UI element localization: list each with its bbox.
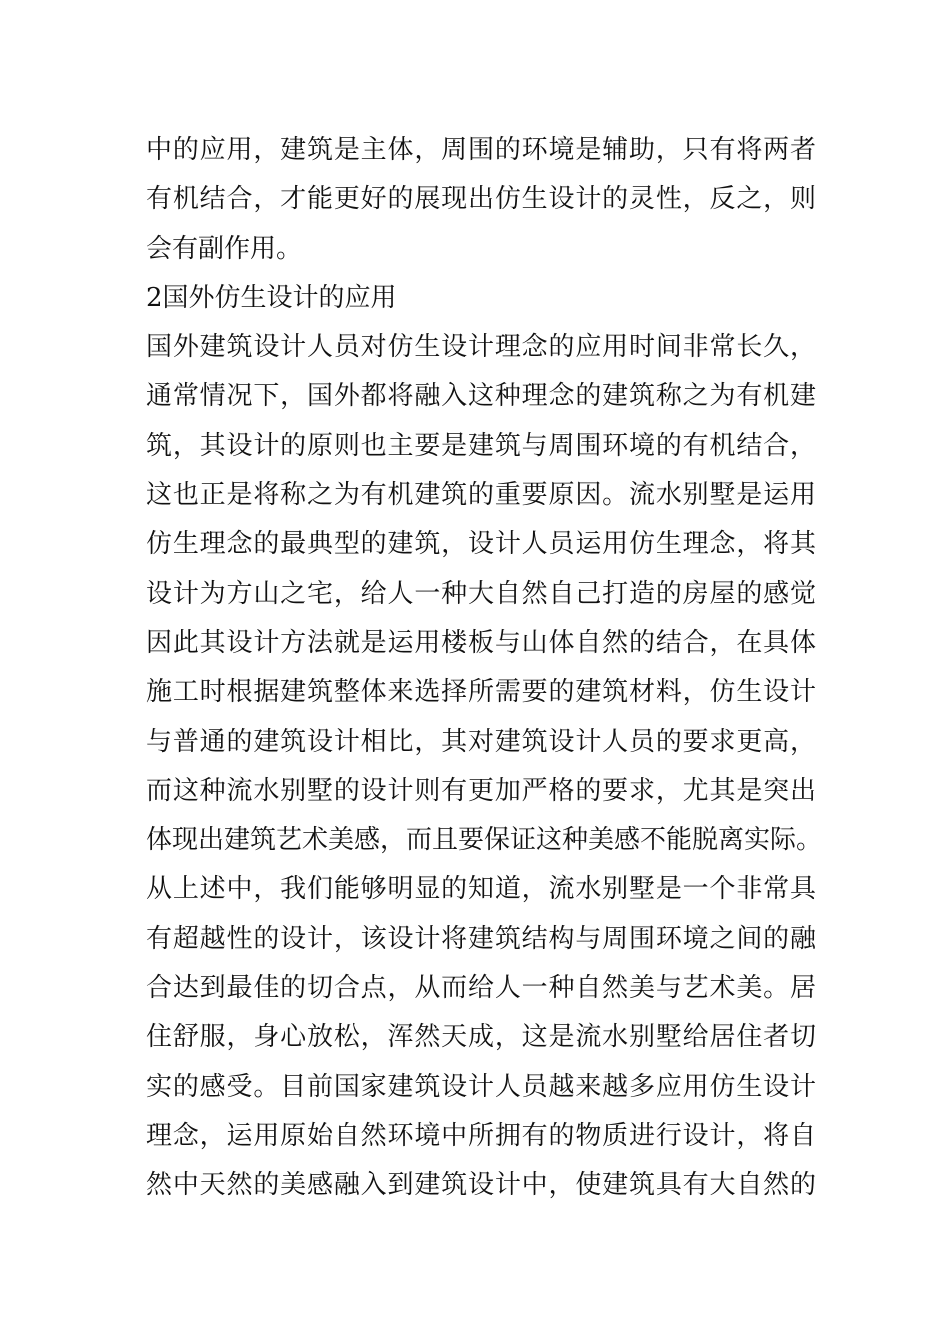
text-line: 而这种流水别墅的设计则有更加严格的要求，尤其是突出 <box>146 775 816 806</box>
text-line: 合达到最佳的切合点，从而给人一种自然美与艺术美。居 <box>146 973 816 1004</box>
text-line: 与普通的建筑设计相比，其对建筑设计人员的要求更高， <box>146 726 816 757</box>
text-line: 仿生理念的最典型的建筑，设计人员运用仿生理念，将其 <box>146 529 816 560</box>
body-text <box>146 126 823 1211</box>
text-line: 从上述中，我们能够明显的知道，流水别墅是一个非常具 <box>146 874 816 905</box>
text-line: 体现出建筑艺术美感，而且要保证这种美感不能脱离实际。 <box>146 825 823 856</box>
text-line: 有机结合，才能更好的展现出仿生设计的灵性，反之，则 <box>146 184 816 215</box>
text-line: 施工时根据建筑整体来选择所需要的建筑材料，仿生设计 <box>146 677 816 708</box>
text-line: 这也正是将称之为有机建筑的重要原因。流水别墅是运用 <box>146 480 816 511</box>
text-line: 然中天然的美感融入到建筑设计中，使建筑具有大自然的 <box>146 1170 816 1201</box>
text-line: 因此其设计方法就是运用楼板与山体自然的结合，在具体 <box>146 627 816 658</box>
section-heading: 2国外仿生设计的应用 <box>146 282 397 313</box>
text-line: 有超越性的设计，该设计将建筑结构与周围环境之间的融 <box>146 923 816 954</box>
text-line: 筑，其设计的原则也主要是建筑与周围环境的有机结合， <box>146 430 816 461</box>
text-line: 国外建筑设计人员对仿生设计理念的应用时间非常长久， <box>146 332 816 363</box>
text-line: 理念，运用原始自然环境中所拥有的物质进行设计，将自 <box>146 1120 816 1151</box>
text-line: 住舒服，身心放松，浑然天成，这是流水别墅给居住者切 <box>146 1022 816 1053</box>
text-line: 通常情况下，国外都将融入这种理念的建筑称之为有机建 <box>146 381 816 412</box>
text-line: 中的应用，建筑是主体，周围的环境是辅助，只有将两者 <box>146 135 816 165</box>
text-line: 会有副作用。 <box>146 233 303 264</box>
text-line: 实的感受。目前国家建筑设计人员越来越多应用仿生设计 <box>146 1071 816 1102</box>
text-line: 设计为方山之宅，给人一种大自然自己打造的房屋的感觉 <box>146 578 816 609</box>
